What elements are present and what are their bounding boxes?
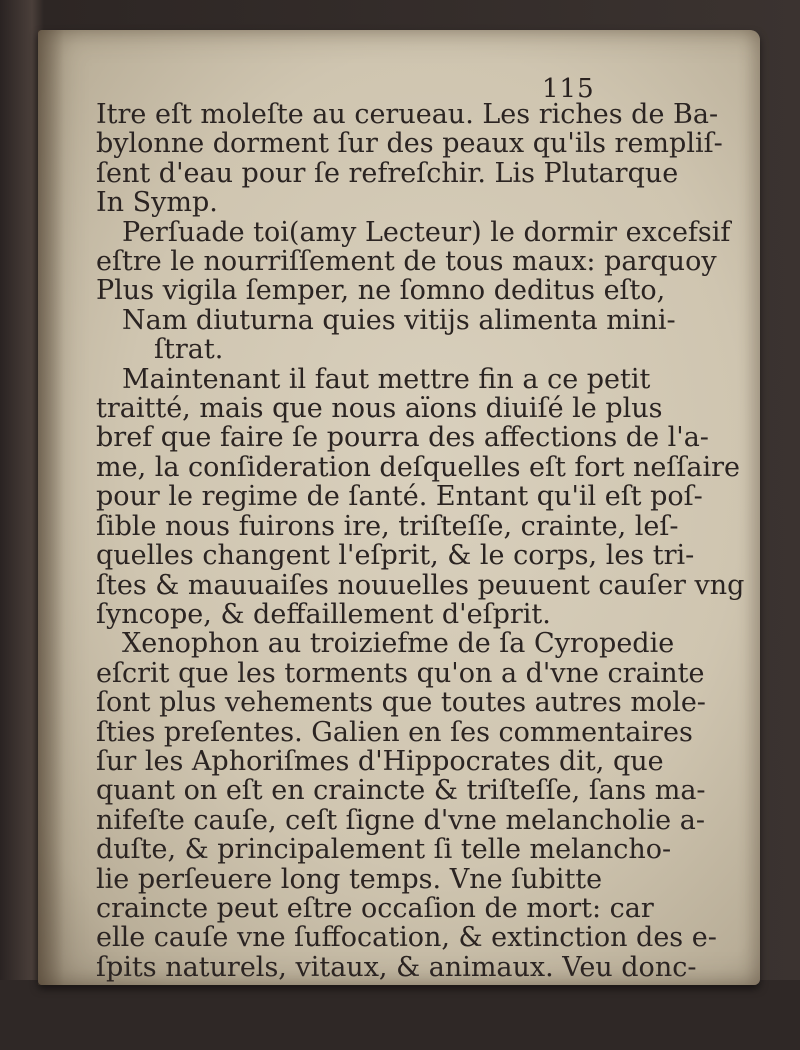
text-line: ſont plus vehements que toutes autres mole- [96,687,706,719]
text-line: craincte peut eſtre occaſion de mort: car [96,892,654,924]
book-cover-bottom [0,980,800,1050]
text-line: quelles changent l'eſprit, & le corps, les tri- [96,540,695,572]
text-line: bylonne dorment ſur des peaux qu'ils rempliſ- [96,128,723,160]
text-line: ſtrat. [154,334,224,366]
text-line: ſpits naturels, vitaux, & animaux. Veu donc- [96,951,697,983]
page-number: 115 [542,74,595,104]
text-line: eſtre le nourriſſement de tous maux: parquoy [96,246,717,278]
text-line: nifeſte cauſe, ceſt ſigne d'vne melancholie a- [96,804,705,836]
text-line: ſible nous fuirons ire, triſteſſe, crainte, leſ- [96,510,679,542]
text-line: bref que faire ſe pourra des affections de l'a- [96,422,709,454]
text-line: traitté, mais que nous aïons diuiſé le plus [96,393,663,425]
text-line: ſent d'eau pour ſe refreſchir. Lis Plutarque [96,157,679,189]
text-line: Maintenant il faut mettre fin a ce petit [122,363,651,395]
page-gutter-shadow [38,30,64,985]
text-line: pour le regime de ſanté. Entant qu'il eſt poſ- [96,481,703,513]
text-line: ſur les Aphoriſmes d'Hippocrates dit, que [96,745,664,777]
page-text [96,99,745,983]
text-line: elle cauſe vne ſuffocation, & extinction des e- [96,922,717,954]
text-line: duſte, & principalement ſi telle melancho- [96,834,672,866]
text-line: quant on eſt en craincte & triſteſſe, ſans ma- [96,775,706,807]
text-line: Xenophon au troiziefme de ſa Cyropedie [122,628,675,660]
text-line: Perſuade toi(amy Lecteur) le dormir excefsif [122,216,731,248]
text-line: Itre eſt moleſte au cerueau. Les riches de Ba- [96,99,719,130]
text-line: eſcrit que les torments qu'on a d'vne crainte [96,657,705,689]
text-line: ſties preſentes. Galien en ſes commentaires [96,716,693,748]
text-line: ſyncope, & deffaillement d'eſprit. [96,598,551,630]
text-line: ſtes & mauuaiſes nouuelles peuuent cauſer vng [96,569,745,601]
text-line: me, la conſideration deſquelles eſt fort neſſaire [96,451,740,483]
text-line: Plus vigila ſemper, ne ſomno deditus eſto, [96,275,666,307]
text-line: In Symp. [96,187,218,219]
text-line: Nam diuturna quies vitijs alimenta mini- [122,304,676,336]
text-line: lie perſeuere long temps. Vne ſubitte [96,863,603,895]
